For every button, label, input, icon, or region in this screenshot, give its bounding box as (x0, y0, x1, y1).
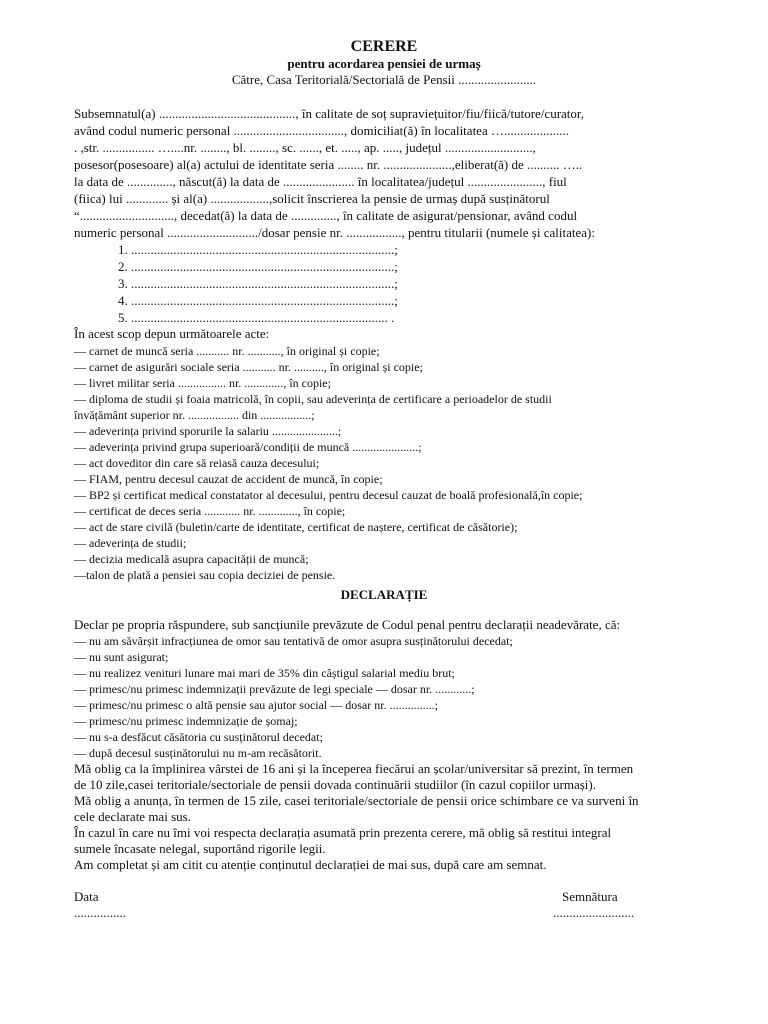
acts-intro: În acest scop depun următoarele acte: (74, 326, 270, 341)
intro-line: “............................., decedat(ă) la data de .............., în calitate de asigurat/pensionar, având codul (74, 208, 578, 223)
declaration-title: DECLARAȚIE (340, 587, 428, 602)
signature-label: Semnătura (562, 889, 618, 904)
act-item: — certificat de deces seria ............ nr. ............., în copie; (74, 504, 346, 518)
declaration-line: — nu s-a desfăcut căsătoria cu susținătorul decedat; (74, 730, 323, 744)
signature-value: ......................... (553, 905, 635, 920)
act-item: — FIAM, pentru decesul cauzat de accident de muncă, în copie; (74, 472, 383, 486)
act-item: — livret militar seria ................ nr. ............., în copie; (74, 376, 331, 390)
intro-line: . ,str. ................ …....nr. ........, bl. ........, sc. ......, et. ....., ap. ....., județul ..........................., (74, 140, 536, 155)
act-item: — adeverința de studii; (74, 536, 187, 550)
declaration-line: — primesc/nu primesc indemnizații prevăzute de legi speciale — dosar nr. ............; (74, 682, 475, 696)
act-item: — BP2 și certificat medical constatator al decesului, pentru decesul cauzat de boală profesională,în copie; (74, 488, 583, 502)
act-item: — carnet de muncă seria ........... nr. ..........., în original și copie; (74, 344, 380, 358)
intro-line: (fiica) lui ............. și al(a) ..................,solicit înscrierea la pensie de urmaș după susținătorul (74, 191, 550, 206)
declaration-line: — primesc/nu primesc indemnizație de șomaj; (74, 714, 298, 728)
declaration-line: — primesc/nu primesc o altă pensie sau ajutor social — dosar nr. ...............; (74, 698, 438, 712)
declaration-line: — nu am săvârșit infracțiunea de omor sau tentativă de omor asupra susținătorului decedat; (74, 634, 513, 648)
act-item: — diploma de studii și foaia matricolă, în copii, sau adeverința de certificare a perioadelor de studii (74, 392, 552, 406)
intro-line: Subsemnatul(a) .........................................., în calitate de soț supraviețuitor/fiu/fiică/tutore/curator, (74, 106, 584, 121)
act-item: —talon de plată a pensiei sau copia deciziei de pensie. (74, 568, 336, 582)
document-title: CERERE (350, 38, 418, 55)
document-subtitle: pentru acordarea pensiei de urmaș (287, 56, 481, 71)
declaration-line: sumele încasate nelegal, suportând rigorile legii. (74, 841, 326, 856)
declaration-line: În cazul în care nu îmi voi respecta declarația asumată prin prezenta cerere, mă oblig să restitui integral (74, 825, 612, 840)
act-item: învățământ superior nr. ................. din .................; (74, 408, 315, 422)
declaration-line: — nu realizez venituri lunare mai mari de 35% din câștigul salarial mediu brut; (74, 666, 455, 680)
act-item: — act doveditor din care să reiasă cauza decesului; (74, 456, 320, 470)
date-label: Data (74, 889, 99, 904)
act-item: — adeverința privind sporurile la salariu ......................; (74, 424, 342, 438)
declaration-line: cele declarate mai sus. (74, 809, 191, 824)
addressee-line: Către, Casa Teritorială/Sectorială de Pensii ........................ (231, 72, 537, 87)
date-value: ................ (74, 905, 126, 920)
act-item: — carnet de asigurări sociale seria ........... nr. .........., în original și copie; (74, 360, 423, 374)
beneficiary-line: 5. ............................................................................... . (118, 310, 395, 325)
intro-line: având codul numeric personal .................................., domiciliat(ă) în localitatea ….................... (74, 123, 569, 138)
act-item: — act de stare civilă (buletin/carte de identitate, certificat de naștere, certificat de căsătorie); (74, 520, 518, 534)
declaration-line: de 10 zile,casei teritoriale/sectoriale de pensii dovada continuării studiilor (în cazul copiilor urmași). (74, 777, 596, 792)
declaration-line: Am completat și am citit cu atenție conținutul declarației de mai sus, după care am semnat. (74, 857, 547, 872)
declaration-line: Mă oblig a anunța, în termen de 15 zile, casei teritoriale/sectoriale de pensii orice schimbare ce va surveni în (74, 793, 639, 808)
beneficiary-line: 4. .................................................................................; (118, 293, 398, 308)
act-item: — decizia medicală asupra capacității de muncă; (74, 552, 309, 566)
act-item: — adeverința privind grupa superioară/condiții de muncă ......................; (74, 440, 422, 454)
beneficiary-line: 3. .................................................................................; (118, 276, 398, 291)
intro-line: posesor(posesoare) al(a) actului de identitate seria ........ nr. .....................,eliberat(ă) de .......... ….. (74, 157, 583, 172)
declaration-line: Mă oblig ca la împlinirea vârstei de 16 ani și la începerea fiecărui an școlar/universitar să prezint, în termen (74, 761, 634, 776)
declaration-line: — după decesul susținătorului nu m-am recăsătorit. (74, 746, 322, 760)
beneficiary-line: 1. .................................................................................; (118, 242, 398, 257)
declaration-line: Declar pe propria răspundere, sub sancțiunile prevăzute de Codul penal pentru declarații neadevărate, că: (74, 617, 621, 632)
beneficiary-line: 2. .................................................................................; (118, 259, 398, 274)
intro-line: numeric personal ............................/dosar pensie nr. ................., pentru titularii (numele și calitatea): (74, 225, 595, 240)
declaration-line: — nu sunt asigurat; (74, 650, 169, 664)
intro-line: la data de .............., născut(ă) la data de ...................... în localitatea/județul ......................., fiul (74, 174, 567, 189)
